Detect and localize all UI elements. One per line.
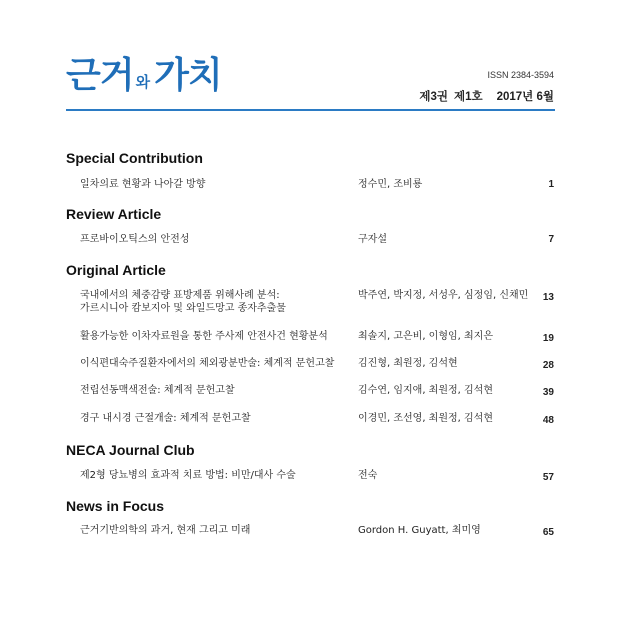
- entry-authors: 구자설: [358, 234, 387, 245]
- entry-title: 프로바이오틱스의 안전성: [80, 234, 190, 245]
- section-heading-news: News in Focus: [66, 498, 165, 514]
- entry-page: 1: [548, 179, 554, 190]
- entry-title: 제2형 당뇨병의 효과적 치료 방법: 비만/대사 수술: [80, 470, 296, 481]
- entry-authors: 김진형, 최원정, 김석현: [358, 358, 458, 369]
- entry-authors: Gordon H. Guyatt, 최미영: [358, 525, 481, 536]
- section-heading-original: Original Article: [66, 262, 166, 278]
- entry-title: 근거기반의학의 과거, 현재 그리고 미래: [80, 525, 251, 536]
- entry-title: 일차의료 현황과 나아갈 방향: [80, 179, 206, 190]
- entry-authors: 정수민, 조비룡: [358, 179, 423, 190]
- section-heading-journal-club: NECA Journal Club: [66, 442, 195, 458]
- entry-authors: 전숙: [358, 470, 378, 481]
- issn: ISSN 2384-3594: [487, 70, 554, 80]
- entry-page: 7: [548, 234, 554, 245]
- entry-page: 28: [542, 360, 554, 371]
- journal-title-part2: 가치: [154, 55, 222, 96]
- issue-info: [413, 88, 554, 104]
- journal-title: [66, 55, 222, 96]
- volume: 제3권: [419, 91, 448, 103]
- entry-authors: 김수연, 임지애, 최원정, 김석현: [358, 385, 493, 396]
- entry-title: 경구 내시경 근절개술: 체계적 문헌고찰: [80, 413, 251, 424]
- entry-page: 65: [542, 527, 554, 538]
- entry-authors: 이경민, 조선영, 최원정, 김석현: [358, 413, 493, 424]
- issue-number: 제1호: [453, 91, 483, 103]
- journal-title-connector: 와: [135, 73, 151, 91]
- entry-authors: 최솔지, 고은비, 이형임, 최지은: [358, 331, 493, 342]
- section-heading-review: Review Article: [66, 206, 162, 222]
- entry-page: 48: [542, 415, 554, 426]
- entry-page: 57: [542, 472, 554, 483]
- entry-title: 이식편대숙주질환자에서의 체외광분반술: 체계적 문헌고찰: [80, 358, 335, 369]
- section-heading-special: Special Contribution: [66, 150, 203, 166]
- entry-authors: 박주연, 박지정, 서성우, 심정임, 신채민: [358, 290, 529, 301]
- publication-date: 2017년 6월: [496, 91, 554, 103]
- entry-title: 국내에서의 체중감량 표방제품 위해사례 분석: 가르시니아 캄보지아 및 와일드망고 종자추출물: [80, 290, 286, 314]
- journal-title-part1: 근거: [66, 55, 134, 96]
- entry-page: 39: [542, 387, 554, 398]
- entry-page: 13: [542, 292, 554, 303]
- entry-title: 활용가능한 이차자료원을 통한 주사제 안전사건 현황분석: [80, 331, 328, 342]
- entry-title: 전립선동맥색전술: 체계적 문헌고찰: [80, 385, 235, 396]
- header-rule: [66, 109, 555, 111]
- entry-page: 19: [542, 333, 554, 344]
